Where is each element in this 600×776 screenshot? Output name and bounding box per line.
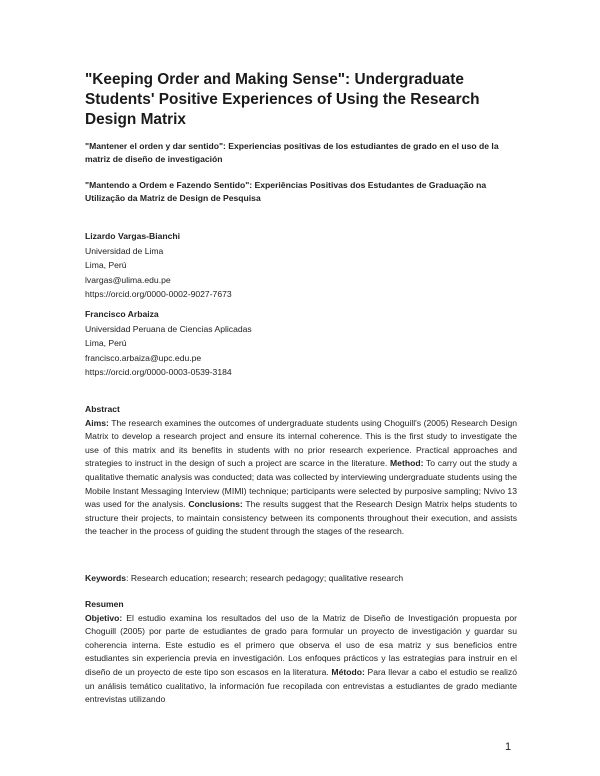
- objetivo-text: El estudio examina los resultados del uso de la Matriz de Diseño de Investigación propuesta por Choguill (2005) por parte de estudiantes de grado para formular un proyecto de investigación y guardar su coherencia interna. Este estudio es el primero que observa el uso de esa matriz y sus beneficios entre estudiantes sin experiencia previa en investigación. Los enfoques prácticos y las estrategias para instruir en el diseño de un proyecto de este tipo son escasos en la literatura.: [85, 612, 517, 677]
- author-name: Lizardo Vargas-Bianchi: [85, 231, 181, 241]
- resumen-heading: Resumen: [85, 599, 124, 609]
- author-location: Lima, Perú: [85, 338, 127, 348]
- method-text: To carry out the study a qualitative thematic analysis was conducted; data was collected by interviewing undergraduate students using the Mobile Instant Messaging Interview (MIMI) technique; participants were selected by purposive sampling; Nvivo 13 was used for the analysis.: [85, 458, 518, 510]
- method-label: Method:: [390, 458, 424, 469]
- resumen-section: [85, 598, 517, 707]
- conclusions-label: Conclusions:: [188, 499, 243, 510]
- author-location: Lima, Perú: [85, 260, 127, 270]
- metodo-text: Para llevar a cabo el estudio se realizó un análisis temático cualitativo, la información fue recopilada con entrevistas a estudiantes de grado mediante entrevistas utilizando: [85, 666, 518, 705]
- metodo-label: Método:: [331, 666, 365, 677]
- keywords-line: [85, 572, 517, 586]
- abstract-heading: Abstract: [85, 404, 120, 414]
- keywords-text: : Research education; research; research pedagogy; qualitative research: [126, 573, 404, 583]
- page-number: 1: [505, 741, 512, 753]
- author-block-2: [85, 307, 525, 380]
- author-email[interactable]: lvargas@ulima.edu.pe: [85, 274, 171, 285]
- abstract-section: [85, 403, 517, 539]
- keywords-label: Keywords: [85, 573, 127, 583]
- aims-text: The research examines the outcomes of undergraduate students using Choguill's (2005) Research Design Matrix to develop a research project and ensure its internal coherence. This is the first study to investigate the use of this matrix and its benefits in students with no prior research experience. Practical approaches and strategies to instruct in the design of such a project are scarce in the literature.: [85, 417, 517, 469]
- conclusions-text: The results suggest that the Research Design Matrix helps students to structure their projects, to maintain consistency between its components throughout their execution, and assists the teacher in the process of guiding the student through the stages of the research.: [85, 499, 517, 537]
- author-affiliation: Universidad de Lima: [85, 245, 164, 256]
- portuguese-title: "Mantendo a Ordem e Fazendo Sentido": Experiências Positivas dos Estudantes de Graduação na Utilização da Matriz de Design de Pesquisa: [85, 180, 487, 203]
- objetivo-label: Objetivo:: [85, 612, 123, 623]
- author-block-1: [85, 229, 525, 302]
- author-orcid-link[interactable]: https://orcid.org/0000-0002-9027-7673: [85, 289, 232, 299]
- author-orcid-link[interactable]: https://orcid.org/0000-0003-0539-3184: [85, 367, 232, 377]
- author-email[interactable]: francisco.arbaiza@upc.edu.pe: [85, 352, 202, 363]
- paper-title: "Keeping Order and Making Sense": Undergraduate Students' Positive Experiences of Using the Research Design Matrix: [85, 71, 480, 128]
- author-name: Francisco Arbaiza: [85, 309, 159, 319]
- author-affiliation: Universidad Peruana de Ciencias Aplicadas: [85, 323, 252, 334]
- aims-label: Aims:: [85, 417, 109, 428]
- spanish-title: "Mantener el orden y dar sentido": Experiencias positivas de los estudiantes de grado en el uso de la matriz de diseño de investigación: [85, 141, 499, 164]
